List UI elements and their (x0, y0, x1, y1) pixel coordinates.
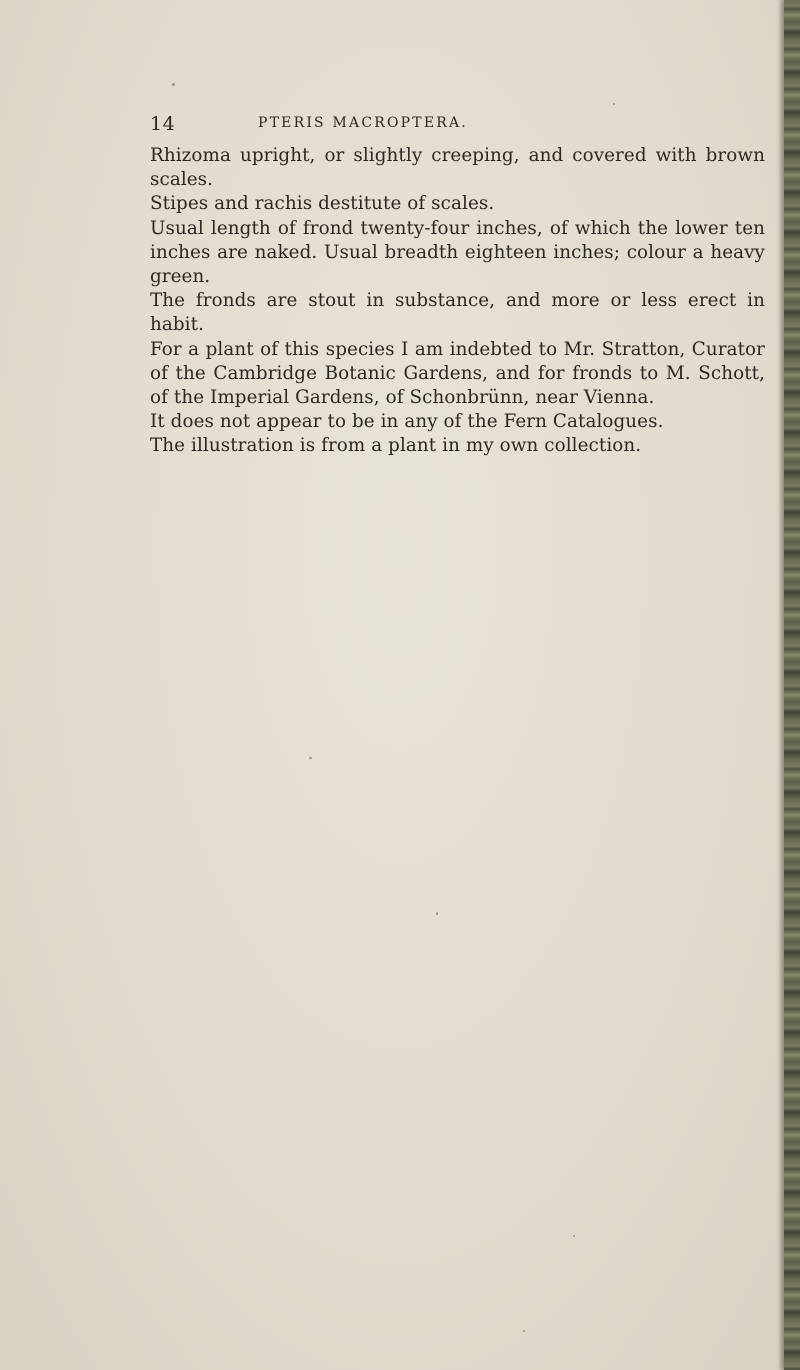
book-binding-edge (784, 0, 800, 1370)
body-text (150, 144, 765, 459)
paper-speck (436, 912, 438, 915)
paragraph-rhizoma: Rhizoma upright, or slightly creeping, and covered with brown scales. (150, 145, 765, 191)
paper-speck (523, 1330, 525, 1332)
running-head: PTERIS MACROPTERA. (258, 115, 468, 131)
paragraph-source: For a plant of this species I am indebted to Mr. Stratton, Curator of the Cambridge Botanic Gardens, and for fronds to M. Schott, of the Imperial Gardens, of Schonbrünn, near Vienna. (150, 338, 765, 409)
paper-speck (613, 103, 615, 105)
page-header (150, 113, 770, 143)
paragraph-stipes: Stipes and rachis destitute of scales. (150, 193, 495, 215)
paper-speck (172, 83, 175, 86)
paragraph-illustration: The illustration is from a plant in my own collection. (150, 435, 642, 457)
paper-speck (573, 1235, 575, 1237)
paragraph-habit: The fronds are stout in substance, and more or less erect in habit. (150, 290, 765, 336)
page-number: 14 (150, 113, 176, 135)
paper-speck (309, 757, 312, 759)
paragraph-frond-size: Usual length of frond twenty-four inches, of which the lower ten inches are naked. Usual breadth eighteen inches; colour a heavy green. (150, 217, 765, 288)
paragraph-catalogues: It does not appear to be in any of the Fern Catalogues. (150, 411, 664, 433)
